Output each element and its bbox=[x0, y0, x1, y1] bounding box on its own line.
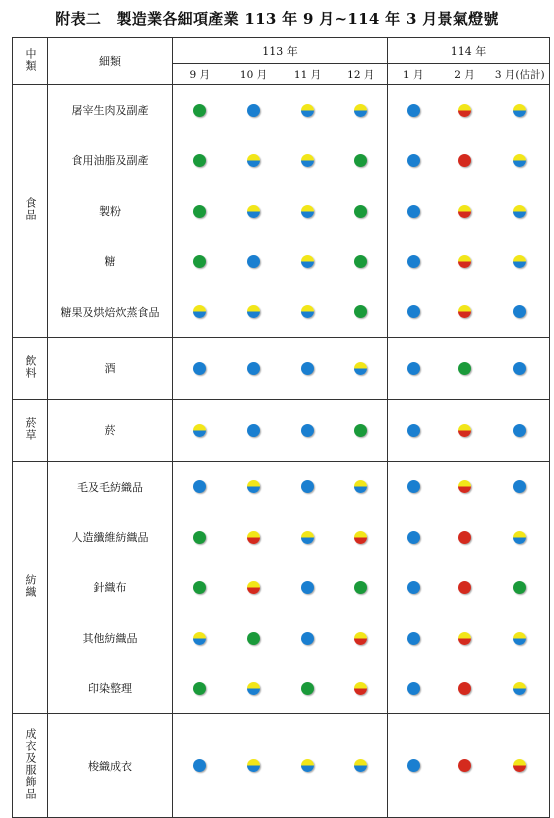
signal-light-green bbox=[193, 154, 206, 167]
signal-light-yellow-red bbox=[354, 682, 367, 695]
table-row bbox=[13, 337, 550, 399]
category-label: 飲料 bbox=[24, 354, 37, 379]
page-title: 附表二 製造業各細項產業 113 年 9 月~114 年 3 月景氣燈號 bbox=[55, 10, 499, 28]
signal-cell bbox=[227, 186, 281, 237]
signal-cell bbox=[173, 135, 227, 186]
signal-light-yellow-red bbox=[458, 205, 471, 218]
signal-cell bbox=[227, 135, 281, 186]
table-row bbox=[13, 613, 550, 664]
signal-light-yellow-red bbox=[247, 581, 260, 594]
signal-light-red bbox=[458, 154, 471, 167]
signal-light-yellow-red bbox=[458, 480, 471, 493]
signal-light-blue bbox=[513, 480, 526, 493]
signal-cell bbox=[335, 714, 388, 818]
signal-light-yellow-red bbox=[458, 255, 471, 268]
signal-cell bbox=[388, 399, 439, 461]
signal-light-yellow-blue bbox=[301, 154, 314, 167]
signal-light-blue bbox=[407, 682, 420, 695]
signal-light-blue bbox=[193, 480, 206, 493]
signal-cell bbox=[491, 714, 550, 818]
signal-light-yellow-blue bbox=[354, 104, 367, 117]
signal-light-blue bbox=[407, 632, 420, 645]
table-row bbox=[13, 186, 550, 237]
signal-light-green bbox=[354, 255, 367, 268]
signal-cell bbox=[491, 663, 550, 714]
category-label: 成衣及服飾品 bbox=[24, 728, 37, 800]
signal-cell bbox=[439, 512, 491, 563]
signal-cell bbox=[173, 85, 227, 136]
signal-cell bbox=[439, 135, 491, 186]
table-row bbox=[13, 512, 550, 563]
category-cell bbox=[13, 399, 48, 461]
signal-light-yellow-blue bbox=[301, 205, 314, 218]
signal-cell bbox=[388, 714, 439, 818]
signal-cell bbox=[281, 562, 335, 613]
signal-light-green bbox=[193, 104, 206, 117]
signal-cell bbox=[281, 287, 335, 338]
signal-cell bbox=[335, 287, 388, 338]
signal-cell bbox=[173, 714, 227, 818]
subcategory-label: 印染整理 bbox=[48, 663, 173, 714]
subcategory-label: 屠宰生肉及副產 bbox=[48, 85, 173, 136]
signal-cell bbox=[173, 337, 227, 399]
table-row bbox=[13, 236, 550, 287]
table-row bbox=[13, 399, 550, 461]
signal-light-blue bbox=[407, 362, 420, 375]
signal-cell bbox=[227, 663, 281, 714]
signal-light-blue bbox=[407, 104, 420, 117]
signal-cell bbox=[227, 562, 281, 613]
month-header: 10 月 bbox=[227, 64, 281, 85]
signal-light-blue bbox=[407, 424, 420, 437]
signal-cell bbox=[439, 613, 491, 664]
signal-light-blue bbox=[193, 362, 206, 375]
signal-light-green bbox=[513, 581, 526, 594]
table-body bbox=[13, 85, 550, 818]
signal-cell bbox=[388, 337, 439, 399]
signal-cell bbox=[227, 337, 281, 399]
year-113-header: 113 年 bbox=[173, 38, 388, 64]
subcategory-label: 其他紡織品 bbox=[48, 613, 173, 664]
signal-cell bbox=[281, 461, 335, 512]
signal-light-yellow-blue bbox=[301, 759, 314, 772]
signal-cell bbox=[335, 663, 388, 714]
table-row bbox=[13, 714, 550, 818]
signal-light-yellow-blue bbox=[354, 480, 367, 493]
signal-light-yellow-blue bbox=[193, 424, 206, 437]
signal-light-blue bbox=[407, 154, 420, 167]
signal-cell bbox=[439, 663, 491, 714]
table-row bbox=[13, 135, 550, 186]
signal-light-red bbox=[458, 682, 471, 695]
signal-light-yellow-blue bbox=[301, 531, 314, 544]
signal-cell bbox=[227, 512, 281, 563]
signal-cell bbox=[388, 562, 439, 613]
signal-cell bbox=[388, 135, 439, 186]
signal-cell bbox=[388, 186, 439, 237]
signal-cell bbox=[335, 85, 388, 136]
signal-cell bbox=[439, 186, 491, 237]
signal-light-yellow-red bbox=[458, 632, 471, 645]
year-114-header: 114 年 bbox=[388, 38, 550, 64]
signal-cell bbox=[173, 399, 227, 461]
signal-light-blue bbox=[513, 362, 526, 375]
signal-cell bbox=[388, 663, 439, 714]
signal-light-red bbox=[458, 531, 471, 544]
month-header: 1 月 bbox=[388, 64, 439, 85]
signal-light-blue bbox=[301, 632, 314, 645]
signal-cell bbox=[491, 186, 550, 237]
month-header: 12 月 bbox=[335, 64, 388, 85]
signal-cell bbox=[173, 512, 227, 563]
signal-cell bbox=[335, 236, 388, 287]
signal-cell bbox=[335, 512, 388, 563]
signal-cell bbox=[388, 512, 439, 563]
signal-light-yellow-red bbox=[354, 632, 367, 645]
signal-light-yellow-blue bbox=[247, 759, 260, 772]
signal-light-green bbox=[354, 424, 367, 437]
signal-cell bbox=[439, 461, 491, 512]
signal-cell bbox=[491, 287, 550, 338]
signal-cell bbox=[281, 85, 335, 136]
signal-cell bbox=[173, 236, 227, 287]
signal-cell bbox=[173, 562, 227, 613]
signal-light-blue bbox=[407, 480, 420, 493]
category-header: 中類 bbox=[13, 38, 48, 85]
signal-light-green bbox=[247, 632, 260, 645]
signal-cell bbox=[281, 613, 335, 664]
signal-light-yellow-blue bbox=[301, 305, 314, 318]
signal-cell bbox=[173, 461, 227, 512]
signal-cell bbox=[491, 613, 550, 664]
category-cell bbox=[13, 85, 48, 338]
signal-light-yellow-blue bbox=[513, 531, 526, 544]
signal-light-blue bbox=[301, 424, 314, 437]
signal-cell bbox=[227, 85, 281, 136]
signal-cell bbox=[335, 461, 388, 512]
subcategory-label: 梭織成衣 bbox=[48, 714, 173, 818]
signal-cell bbox=[281, 186, 335, 237]
signal-cell bbox=[173, 287, 227, 338]
signal-light-blue bbox=[193, 759, 206, 772]
subcategory-label: 人造纖維紡織品 bbox=[48, 512, 173, 563]
signal-cell bbox=[439, 287, 491, 338]
signal-light-yellow-blue bbox=[354, 759, 367, 772]
subcategory-label: 酒 bbox=[48, 337, 173, 399]
subcategory-header: 細類 bbox=[48, 38, 173, 85]
subcategory-label: 製粉 bbox=[48, 186, 173, 237]
signal-light-green bbox=[354, 205, 367, 218]
signal-cell bbox=[281, 135, 335, 186]
signal-light-yellow-red bbox=[458, 424, 471, 437]
subcategory-label: 糖果及烘焙炊蒸食品 bbox=[48, 287, 173, 338]
signal-cell bbox=[439, 562, 491, 613]
signal-light-blue bbox=[247, 424, 260, 437]
signal-light-yellow-blue bbox=[301, 104, 314, 117]
signal-light-blue bbox=[301, 480, 314, 493]
signal-cell bbox=[491, 85, 550, 136]
signal-cell bbox=[281, 236, 335, 287]
category-cell bbox=[13, 337, 48, 399]
signal-light-green bbox=[193, 205, 206, 218]
signal-cell bbox=[227, 236, 281, 287]
signal-light-yellow-blue bbox=[301, 255, 314, 268]
subcategory-label: 毛及毛紡織品 bbox=[48, 461, 173, 512]
signal-cell bbox=[227, 613, 281, 664]
signal-cell bbox=[439, 399, 491, 461]
signal-light-yellow-blue bbox=[247, 305, 260, 318]
signal-light-yellow-blue bbox=[354, 362, 367, 375]
category-label: 食品 bbox=[24, 197, 37, 222]
month-header: 9 月 bbox=[173, 64, 227, 85]
signal-table bbox=[12, 37, 550, 818]
signal-light-green bbox=[458, 362, 471, 375]
signal-cell bbox=[388, 613, 439, 664]
signal-cell bbox=[491, 399, 550, 461]
signal-cell bbox=[281, 337, 335, 399]
signal-light-green bbox=[354, 581, 367, 594]
signal-cell bbox=[227, 461, 281, 512]
signal-cell bbox=[173, 663, 227, 714]
subcategory-label: 食用油脂及副產 bbox=[48, 135, 173, 186]
signal-light-blue bbox=[247, 104, 260, 117]
signal-cell bbox=[491, 512, 550, 563]
signal-cell bbox=[335, 613, 388, 664]
signal-light-green bbox=[193, 255, 206, 268]
signal-light-yellow-red bbox=[354, 531, 367, 544]
table-row bbox=[13, 663, 550, 714]
signal-light-green bbox=[354, 154, 367, 167]
signal-cell bbox=[388, 236, 439, 287]
signal-cell bbox=[227, 714, 281, 818]
signal-light-green bbox=[193, 682, 206, 695]
signal-light-yellow-blue bbox=[513, 255, 526, 268]
signal-light-yellow-blue bbox=[247, 154, 260, 167]
category-cell bbox=[13, 461, 48, 714]
signal-cell bbox=[335, 562, 388, 613]
subcategory-label: 針織布 bbox=[48, 562, 173, 613]
signal-light-blue bbox=[247, 255, 260, 268]
signal-light-yellow-blue bbox=[513, 682, 526, 695]
signal-light-red bbox=[458, 581, 471, 594]
signal-light-yellow-red bbox=[513, 759, 526, 772]
signal-cell bbox=[335, 337, 388, 399]
signal-light-yellow-blue bbox=[247, 205, 260, 218]
signal-light-blue bbox=[247, 362, 260, 375]
signal-cell bbox=[388, 461, 439, 512]
signal-cell bbox=[227, 399, 281, 461]
signal-light-blue bbox=[513, 424, 526, 437]
signal-cell bbox=[335, 186, 388, 237]
subcategory-label: 菸 bbox=[48, 399, 173, 461]
signal-cell bbox=[439, 714, 491, 818]
signal-cell bbox=[281, 399, 335, 461]
signal-cell bbox=[491, 461, 550, 512]
signal-cell bbox=[439, 85, 491, 136]
signal-light-green bbox=[354, 305, 367, 318]
signal-cell bbox=[173, 186, 227, 237]
month-header: 11 月 bbox=[281, 64, 335, 85]
signal-cell bbox=[439, 236, 491, 287]
category-label: 紡織 bbox=[24, 573, 37, 598]
table-row bbox=[13, 85, 550, 136]
signal-light-green bbox=[193, 531, 206, 544]
signal-cell bbox=[281, 512, 335, 563]
signal-light-blue bbox=[513, 305, 526, 318]
signal-cell bbox=[281, 663, 335, 714]
signal-light-yellow-blue bbox=[193, 632, 206, 645]
table-row bbox=[13, 461, 550, 512]
signal-light-green bbox=[193, 581, 206, 594]
signal-light-yellow-red bbox=[458, 305, 471, 318]
signal-light-blue bbox=[407, 759, 420, 772]
signal-light-blue bbox=[407, 581, 420, 594]
signal-cell bbox=[491, 135, 550, 186]
signal-cell bbox=[491, 562, 550, 613]
month-header: 3 月(估計) bbox=[491, 64, 550, 85]
signal-cell bbox=[335, 399, 388, 461]
signal-light-green bbox=[301, 682, 314, 695]
signal-cell bbox=[388, 287, 439, 338]
signal-light-blue bbox=[407, 255, 420, 268]
signal-cell bbox=[281, 714, 335, 818]
signal-light-blue bbox=[407, 205, 420, 218]
category-label: 菸草 bbox=[24, 416, 37, 441]
signal-cell bbox=[227, 287, 281, 338]
signal-light-yellow-red bbox=[247, 531, 260, 544]
signal-cell bbox=[173, 613, 227, 664]
signal-cell bbox=[491, 236, 550, 287]
month-header: 2 月 bbox=[439, 64, 491, 85]
signal-light-yellow-blue bbox=[247, 480, 260, 493]
signal-light-blue bbox=[407, 305, 420, 318]
table-row bbox=[13, 287, 550, 338]
signal-cell bbox=[335, 135, 388, 186]
signal-light-red bbox=[458, 759, 471, 772]
signal-light-yellow-blue bbox=[513, 154, 526, 167]
signal-cell bbox=[491, 337, 550, 399]
signal-light-yellow-red bbox=[458, 104, 471, 117]
signal-light-yellow-blue bbox=[513, 632, 526, 645]
signal-light-yellow-blue bbox=[513, 205, 526, 218]
subcategory-label: 糖 bbox=[48, 236, 173, 287]
signal-light-blue bbox=[301, 581, 314, 594]
category-cell bbox=[13, 714, 48, 818]
signal-cell bbox=[388, 85, 439, 136]
signal-light-yellow-blue bbox=[513, 104, 526, 117]
signal-cell bbox=[439, 337, 491, 399]
signal-light-blue bbox=[301, 362, 314, 375]
signal-light-yellow-blue bbox=[247, 682, 260, 695]
table-row bbox=[13, 562, 550, 613]
signal-light-blue bbox=[407, 531, 420, 544]
signal-light-yellow-blue bbox=[193, 305, 206, 318]
